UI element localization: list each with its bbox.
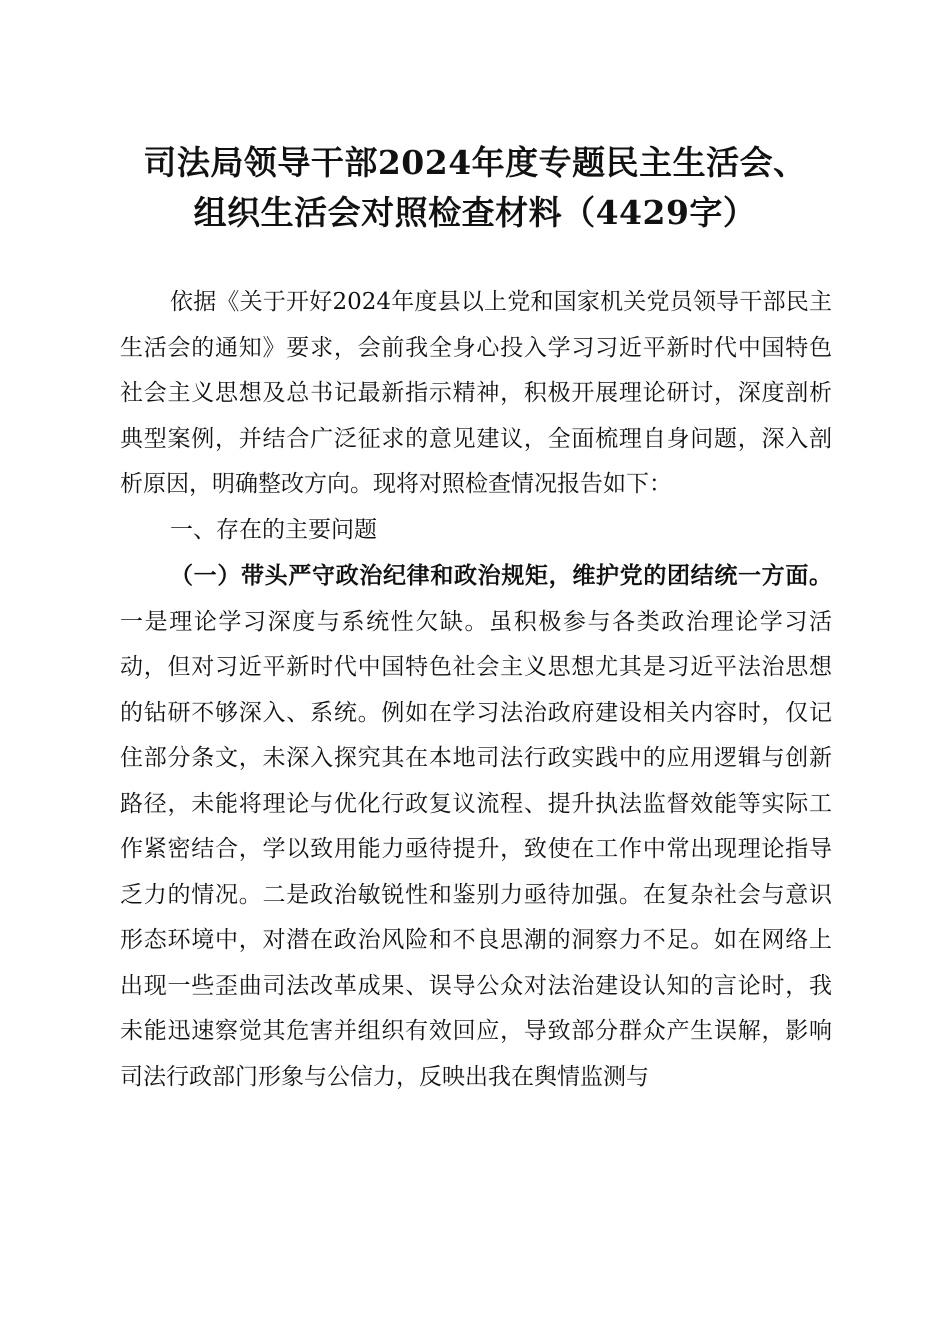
section-heading: 一、存在的主要问题 bbox=[170, 516, 377, 543]
section-1-text: 一是理论学习深度与系统性欠缺。虽积极参与各类政治理论学习活动，但对习近平新时代中国特色社会主义思想尤其是习近平法治思想的钻研不够深入、系统。例如在学习法治政府建设相关内容时，仅记住部分条文，未深入探究其在本地司法行政实践中的应用逻辑与创新路径，未能将理论与优化行政复议流程、提升执法监督效能等实际工作紧密结合，学以致用能力亟待提升，致使在工作中常出现理论指导乏力的情况。二是政治敏锐性和鉴别力亟待加强。在复杂社会与意识形态环境中，对潜在政治风险和不良思潮的洞察力不足。如在网络上出现一些歪曲司法改革成果、误导公众对法治建设认知的言论时，我未能迅速察觉其危害并组织有效回应，导致部分群众产生误解，影响司法行政部门形象与公信力，反映出我在舆情监测与 bbox=[120, 608, 832, 1090]
document-body bbox=[120, 280, 832, 1100]
intro-paragraph: 依据《关于开好2024年度县以上党和国家机关党员领导干部民主生活会的通知》要求，会前我全身心投入学习习近平新时代中国特色社会主义思想及总书记最新指示精神，积极开展理论研讨，深度剖析典型案例，并结合广泛征求的意见建议，全面梳理自身问题，深入剖析原因，明确整改方向。现将对照检查情况报告如下： bbox=[120, 289, 832, 497]
title-line-2: 组织生活会对照检查材料（4429字） bbox=[193, 193, 757, 232]
section-1-paragraph bbox=[120, 553, 832, 1100]
title-line-1: 司法局领导干部2024年度专题民主生活会、 bbox=[143, 143, 807, 182]
document-title bbox=[100, 138, 850, 238]
section-1-subheading: （一）带头严守政治纪律和政治规矩，维护党的团结统一方面。 bbox=[170, 562, 832, 589]
